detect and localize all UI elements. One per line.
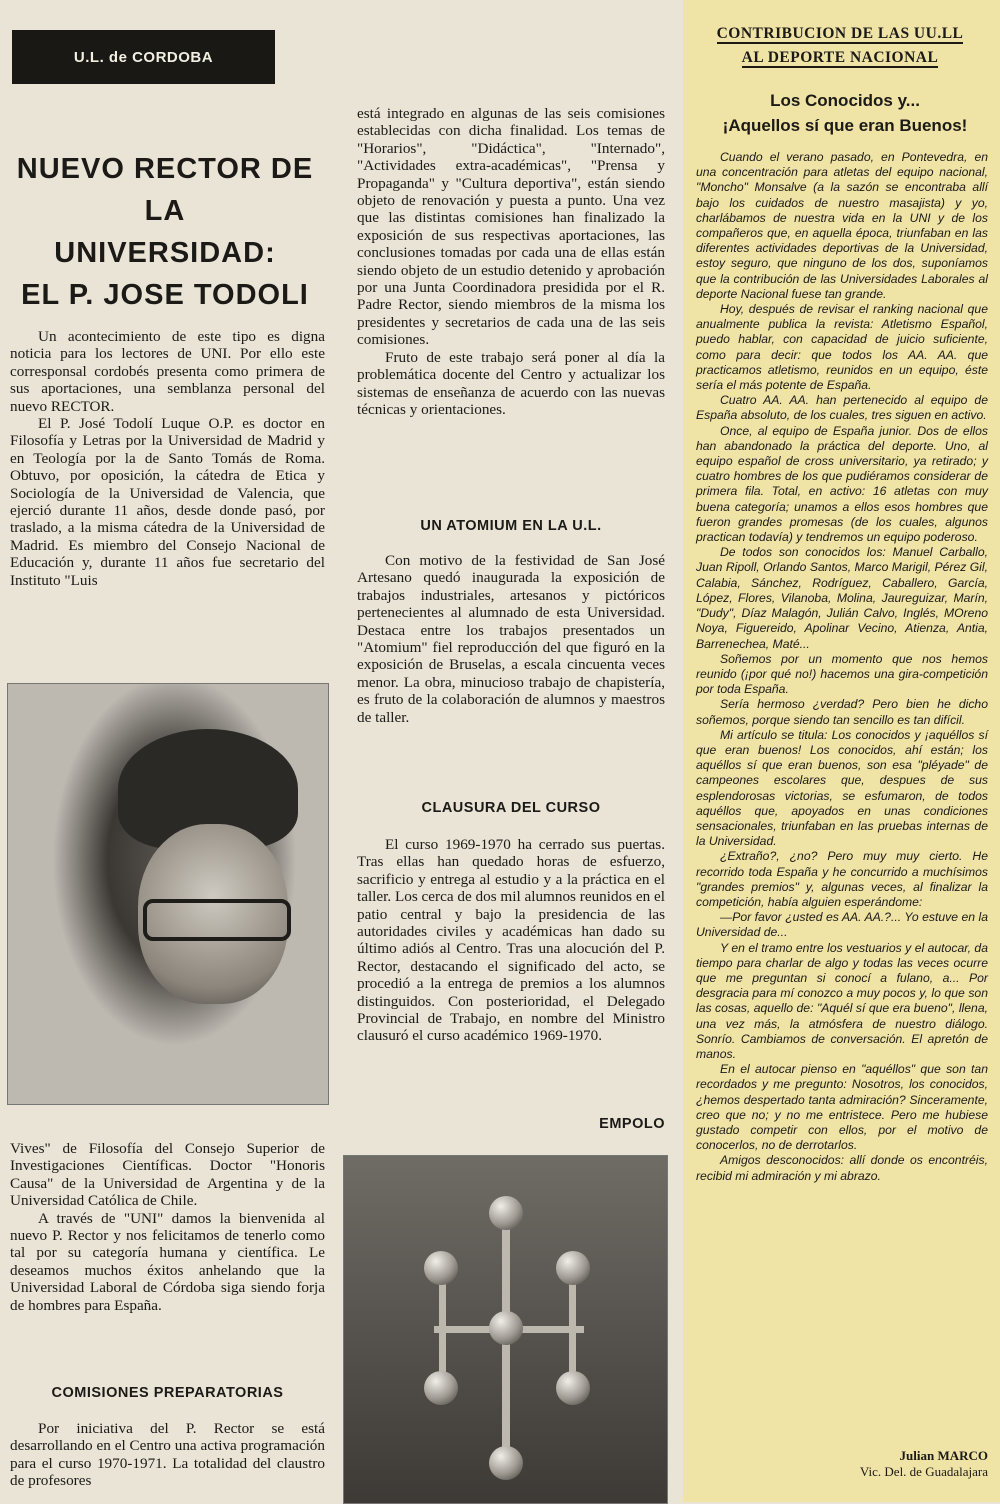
- paragraph: Sería hermoso ¿verdad? Pero bien he dicho soñemos, porque siendo tan sencillo es tan difícil.: [696, 697, 988, 727]
- paragraph: En el autocar pienso en "aquéllos" que son tan recordados y me pregunto: Nosotros, los conocidos, ¿hemos despertado tanta admiración? Sinceramente, creo que no; y no me entristece. Pero me hubiese gustado competir con ellos, por el motivo de conocerlos, no de derrotarlos.: [696, 1062, 988, 1153]
- paragraph: —Por favor ¿usted es AA. AA.?... Yo estuve en la Universidad de...: [696, 910, 988, 940]
- paragraph: Cuando el verano pasado, en Pontevedra, en una concentración para atletas del equipo nacional, "Moncho" Monsalve (a la sazón se encontraba allí bajo los cuidados de nuestro masajista) y yo, charlábamos de nuestra vida en la UNI y de los compañeros que, en aquella época, triunfaban en las diferentes actividades deportivas de la Universidad, estoy seguro, que ninguno de los dos, suponíamos que la contribución de las Universidades Laborales al deporte Nacional fuese tan grande.: [696, 150, 988, 301]
- paragraph: A través de "UNI" damos la bienvenida al nuevo P. Rector y nos felicitamos de tenerlo como tal por su categoría humana y científica. Le deseamos muchos éxitos anhelando que la Universidad Laboral de Córdoba siga siendo forja de hombres para España.: [10, 1209, 325, 1314]
- sidebar-title: [690, 22, 990, 70]
- paragraph: Cuatro AA. AA. han pertenecido al equipo de España absoluto, de los cuales, tres siguen en activo.: [696, 393, 988, 423]
- atomium-sphere: [489, 1446, 523, 1480]
- paragraph: está integrado en algunas de las seis comisiones establecidas con dicha finalidad. Los temas de "Horarios", "Didáctica", "Internado", "Actividades extra-académicas", "Prensa y Propaganda" y "Cultura deportiva", están siendo objeto de renovación y puesta a punto. Una vez que las distintas comisiones han finalizado la exposición de sus respectivas aportaciones, las conclusiones tomadas por cada una de ellas están siendo objeto de un estudio detenido y aprobación por una Junta Coordinadora presidida por el R. Padre Rector, siendo miembros de la misma los presidentes y secretarios de cada una de las seis comisiones.: [357, 105, 665, 349]
- paragraph: Vives" de Filosofía del Consejo Superior de Investigaciones Científicas. Doctor "Honoris Causa" de la Universidad de Argentina y de la Universidad Católica de Chile.: [10, 1140, 325, 1210]
- sidebar-signature: [760, 1448, 988, 1480]
- sidebar-headline-line-2: ¡Aquellos sí que eran Buenos!: [722, 116, 968, 135]
- paragraph: Fruto de este trabajo será poner al día la problemática docente del Centro y actualizar los sistemas de enseñanza de acuerdo con las nuevas técnicas y orientaciones.: [357, 348, 665, 418]
- atomium-photo: [343, 1155, 668, 1504]
- rector-portrait-photo: [7, 683, 329, 1105]
- paragraph: Hoy, después de revisar el ranking nacional que anualmente publica la revista: Atletismo Español, puedo hablar, con capacidad de juicio suficiente, como para decir: que todos los AA. AA. que practicamos atletismo, reunidos en un equipo, éste sería el más potente de España.: [696, 302, 988, 393]
- paragraph: El curso 1969-1970 ha cerrado sus puertas. Tras ellas han quedado horas de esfuerzo, sacrificio y entrega al estudio y a la práctica en el taller. Los cerca de dos mil alumnos reunidos en el patio central y bajo la presidencia de las autoridades civiles y académicas han dado su último adiós al Centro. Tras una alocución del P. Rector, destacando el significado del acto, se procedió a la entrega de premios a los alumnos distinguidos. Con posterioridad, el Delegado Provincial de Trabajo, en nombre del Ministro clausuró el curso académico 1969-1970.: [357, 836, 665, 1045]
- col1-comisiones-text: [10, 1420, 325, 1490]
- signature-name: Julian MARCO: [899, 1448, 988, 1463]
- atomium-sphere: [424, 1251, 458, 1285]
- sidebar-title-line-1: CONTRIBUCION DE LAS UU.LL: [716, 25, 964, 42]
- col2-clausura-text: [357, 836, 665, 1045]
- headline-line-1: NUEVO RECTOR DE LA: [16, 153, 314, 227]
- article-headline: [0, 148, 330, 316]
- subheading-clausura: CLAUSURA DEL CURSO: [421, 800, 601, 816]
- atomium-sphere: [424, 1371, 458, 1405]
- paragraph: Un acontecimiento de este tipo es digna noticia para los lectores de UNI. Por ello este corresponsal cordobés presenta como primera de sus aportaciones, una semblanza personal del nuevo RECTOR.: [10, 328, 325, 415]
- sidebar-headline-line-1: Los Conocidos y...: [770, 91, 920, 110]
- col2-comisiones-text: [357, 105, 665, 418]
- col2-atomium-text: [357, 552, 665, 726]
- atomium-sphere: [556, 1251, 590, 1285]
- subheading-atomium: UN ATOMIUM EN LA U.L.: [420, 518, 602, 534]
- paragraph: Soñemos por un momento que nos hemos reunido (¡por qué no!) hacemos una gira-competición por toda España.: [696, 651, 988, 697]
- byline-empolo: EMPOLO: [599, 1116, 665, 1132]
- paragraph: Y en el tramo entre los vestuarios y el autocar, da tiempo para charlar de algo y todas las veces ocurre que me preguntan si conocí a fulano, a... Por desgracia para mí conozco a muy pocos y, lo que son las cosas, aquello de: "Aquél sí que era bueno", llena, una vez más, la atmósfera de nuestro diálogo. Sonrío. Cambiamos de conversación. El apretón de manos.: [696, 940, 988, 1061]
- paragraph: Con motivo de la festividad de San José Artesano quedó inaugurada la exposición de trabajos industriales, artesanos y pictóricos pertenecientes al alumnado de esta Universidad. Destaca entre los trabajos presentados un "Atomium" fiel reproducción del que figuró en la exposición de Bruselas, a escala cincuenta veces menor. La obra, minucioso trabajo de chapistería, es fruto de la colaboración de alumnos y maestros de taller.: [357, 552, 665, 726]
- col1-intro-text: [10, 328, 325, 589]
- paragraph: Por iniciativa del P. Rector se está desarrollando en el Centro una activa programación para el curso 1970-1971. La totalidad del claustro de profesores: [10, 1420, 325, 1490]
- sidebar-article-body: [696, 150, 988, 1184]
- subheading-comisiones: COMISIONES PREPARATORIAS: [51, 1385, 284, 1401]
- col1-continued-text: [10, 1140, 325, 1314]
- atomium-sphere: [489, 1311, 523, 1345]
- atomium-sphere: [489, 1196, 523, 1230]
- sidebar-headline: [700, 88, 990, 138]
- paragraph: ¿Extraño?, ¿no? Pero muy muy cierto. He recorrido toda España y he concurrido a muchísimos "grandes premios" y, algunas veces, al finalizar la competición, había alguien esperándome:: [696, 849, 988, 909]
- sidebar-title-line-2: AL DEPORTE NACIONAL: [741, 49, 939, 66]
- paragraph: De todos son conocidos los: Manuel Carballo, Juan Ripoll, Orlando Santos, Marco Marigil, Pérez Gil, Calabia, Sánchez, Rodríguez, Caballero, García, López, Flores, Vilanoba, Molina, Jaureguizar, Marín, "Dudy", Díaz Malagón, Julián Calvo, Inglés, MOreno Noya, Figuereido, Apolinar Vecino, Atienza, Antia, Barrenechea, Maté...: [696, 545, 988, 651]
- paragraph: Amigos desconocidos: allí donde os encontréis, recibid mi admiración y mi abrazo.: [696, 1153, 988, 1183]
- portrait-glasses: [143, 899, 291, 941]
- paragraph: El P. José Todolí Luque O.P. es doctor en Filosofía y Letras por la Universidad de Madrid y en Teología por la de Santo Tomás de Roma. Obtuvo, por oposición, la cátedra de Etica y Sociología de la Universidad de Valencia, que ejerció durante 11 años, desde donde pasó, por traslado, a la misma cátedra de la Universidad de Madrid. Es miembro del Consejo Nacional de Educación y, durante 11 años fue secretario del Instituto "Luis: [10, 415, 325, 589]
- headline-line-2: UNIVERSIDAD:: [54, 237, 276, 269]
- atomium-sphere: [556, 1371, 590, 1405]
- signature-title: Vic. Del. de Guadalajara: [859, 1464, 988, 1479]
- paragraph: Once, al equipo de España junior. Dos de ellos han abandonado la práctica del deporte. Uno, al equipo español de cross universitario, ya retirado; y cuatro hombres de los que pudiéramos considerar de primera fila. Total, en activo: 16 atletas con muy buena categoría; unamos a ellos esos hombres que fueron grandes promesas (de los cuales, algunos practican todavía) y tendremos un equipo poderoso.: [696, 423, 988, 545]
- headline-line-3: EL P. JOSE TODOLI: [21, 279, 309, 311]
- paragraph: Mi artículo se titula: Los conocidos y ¡aquéllos sí que eran buenos! Los conocidos, ahí están; los aquéllos sí que eran buenos, son esa "pléyade" de campeones escolares que, despues de sus esplendorosas victorias, se esfumaron, de todos aquéllos que, apoyados en unas condiciones sensacionales, triunfaban en las pruebas internas de la Universidad.: [696, 727, 988, 849]
- section-badge: U.L. de CORDOBA: [12, 30, 275, 84]
